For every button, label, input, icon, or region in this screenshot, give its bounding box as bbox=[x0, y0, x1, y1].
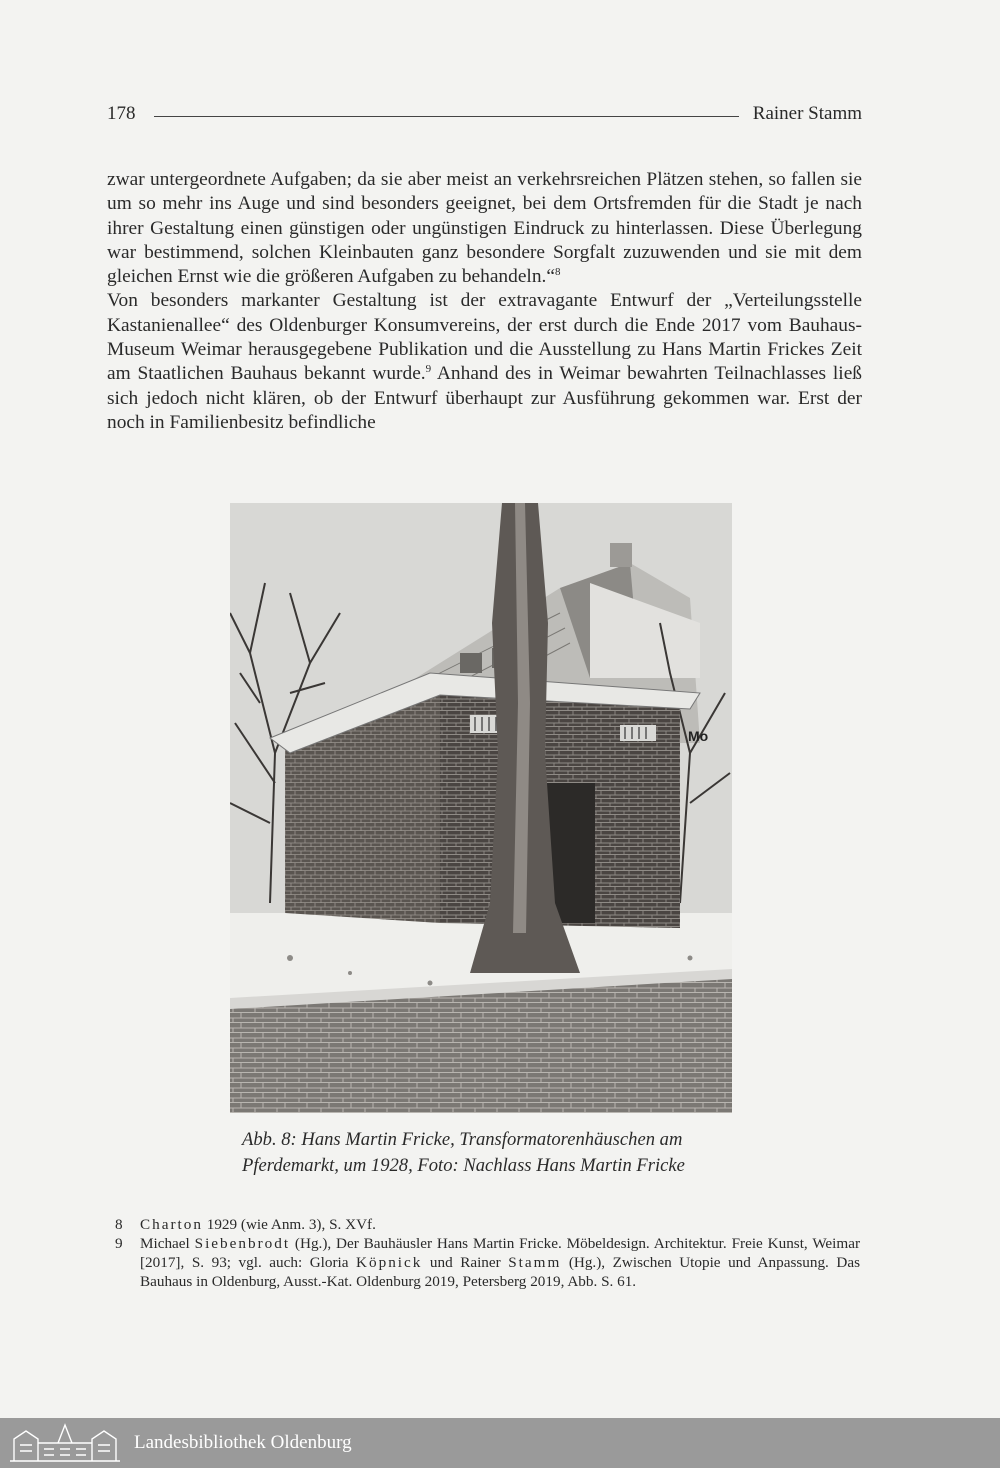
figure-photo bbox=[230, 503, 732, 1113]
footnote-body: Michael bbox=[140, 1235, 195, 1252]
footnote-author: Charton bbox=[140, 1216, 203, 1233]
chimney bbox=[610, 543, 632, 567]
running-head-author: Rainer Stamm bbox=[752, 103, 862, 124]
footnote-author: Siebenbrodt bbox=[194, 1235, 291, 1252]
footnote-8 bbox=[115, 1215, 860, 1234]
paragraph-2 bbox=[107, 289, 862, 435]
footnote-body: 1929 (wie Anm. 3), S. XVf. bbox=[202, 1216, 376, 1233]
shop-sign: Mo bbox=[688, 728, 709, 744]
library-footer bbox=[0, 1418, 1000, 1468]
library-name: Landesbibliothek Oldenburg bbox=[134, 1432, 352, 1453]
footnote-author: Köpnick bbox=[356, 1254, 423, 1271]
body-text bbox=[107, 168, 862, 435]
header-rule bbox=[154, 116, 739, 117]
footnote-body: und Rainer bbox=[422, 1254, 509, 1271]
footnote-number: 8 bbox=[115, 1216, 123, 1233]
paragraph-2-text-b: Anhand des in Weimar bewahrten Teilnachlasses ließ sich jedoch nicht klären, ob der Entwurf überhaupt zur Ausführung gekommen war. Erst der noch in Familienbesitz befindliche bbox=[107, 363, 862, 433]
page-number: 178 bbox=[107, 103, 136, 124]
paragraph-2-text-a: Von besonders markanter Gestaltung ist der extravagante Entwurf der „Verteilungsstelle Kastanienallee“ des Oldenburger Konsumvereins, der erst durch die Ende 2017 vom Bauhaus-Museum Weimar herausgegebene Publikation und die Ausstellung zu Hans Martin Frickes Zeit am Staatlichen Bauhaus bekannt wurde. bbox=[107, 290, 862, 385]
paragraph-1-text: zwar untergeordnete Aufgaben; da sie aber meist an verkehrsreichen Plätzen stehen, so fallen sie um so mehr ins Auge und sind besonders geeignet, bei dem Ortsfremden für die Stadt je nach ihrer Gestaltung einen günstigen oder ungünstigen Eindruck zu hinterlassen. Diese Überlegung war bestimmend, solchen Kleinbauten ganz besondere Sorgfalt zuzuwenden und sie mit dem gleichen Ernst wie die größeren Aufgaben zu behandeln.“ bbox=[107, 169, 862, 288]
footnote-body: (Hg.), Zwischen Utopie und Anpassung. Das Bauhaus in Oldenburg, Ausst.-Kat. Oldenburg 2019, Petersberg 2019, Abb. S. 61. bbox=[140, 1254, 860, 1290]
footnote-author: Stamm bbox=[508, 1254, 562, 1271]
paragraph-1 bbox=[107, 168, 862, 289]
footnote-ref-8[interactable]: 8 bbox=[554, 266, 561, 279]
photo-transformer-house bbox=[230, 503, 732, 1113]
footnote-ref-9[interactable]: 9 bbox=[425, 363, 432, 376]
footnote-body: (Hg.), Der Bauhäusler Hans Martin Fricke. Möbeldesign. Architektur. Freie Kunst, Weimar [2017], S. 93; vgl. auch: Gloria bbox=[140, 1235, 861, 1271]
footnote-text bbox=[140, 1215, 860, 1234]
footnotes bbox=[115, 1215, 860, 1291]
library-building-icon bbox=[6, 1421, 124, 1465]
figure-caption: Abb. 8: Hans Martin Fricke, Transformatorenhäuschen am Pferdemarkt, um 1928, Foto: Nachlass Hans Martin Fricke bbox=[242, 1129, 685, 1176]
footnote-9 bbox=[115, 1234, 860, 1291]
footnote-number: 9 bbox=[115, 1235, 123, 1252]
running-head bbox=[107, 100, 862, 128]
footnote-text bbox=[140, 1234, 860, 1291]
